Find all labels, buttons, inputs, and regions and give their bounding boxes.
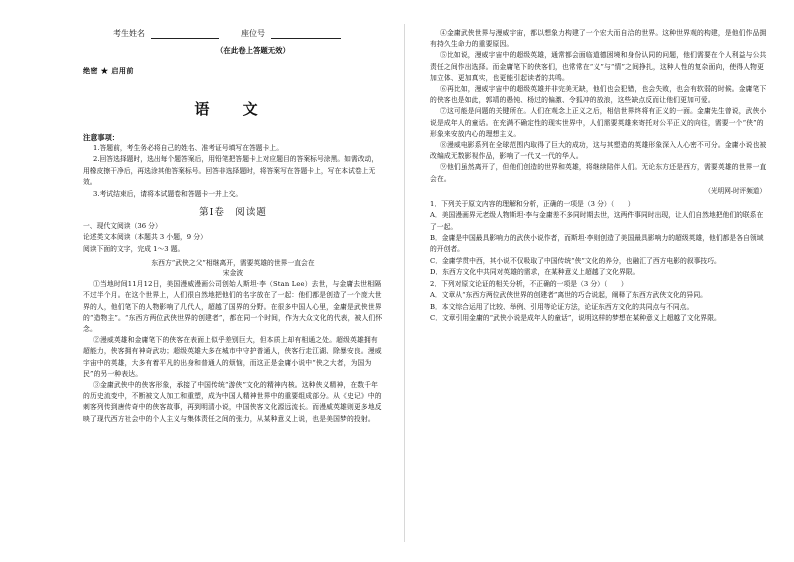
article-paragraph: ①当地时间11月12日，美国漫威漫画公司创始人斯坦·李（Stan Lee）去世，与金庸去世相隔不过半个月。在这个世界上，人们很自然地把他们的名字放在了一起：他们都是创造了一个庞大世界的人，他们笔下的人物影响了几代人，超越了国界的分野。在很多中国人心里，金庸是武侠世界的“造物主”。“东西方两位武侠世界的创建者”，都在同一个时间，作为大众文化的代表，被人们怀念。 (83, 280, 383, 334)
name-label: 考生姓名 (113, 29, 145, 38)
secret-label: 绝密 ★ 启用前 (83, 66, 134, 75)
question-option: D．东西方文化中共同对英雄的需求，在某种意义上超越了文化界限。 (430, 268, 640, 277)
notice-item: 1.答题前，考生务必将自己的姓名、准考证号填写在答题卡上。 (93, 144, 283, 152)
notice-title: 注意事项： (83, 133, 119, 142)
invalid-note: （在此卷上答题无效） (216, 46, 290, 55)
left-column (83, 28, 383, 425)
question-option: B．本文综合运用了比较、举例、引用等论证方法，论证东西方文化的共同点与不同点。 (430, 302, 694, 311)
column-divider (404, 24, 405, 542)
instruction: 阅读下面的文字，完成 1～3 题。 (83, 244, 185, 253)
article-paragraph: ⑤比如说，漫威宇宙中的超级英雄，通常都会面临道德困境和身份认同的问题，他们需要在个人利益与公共责任之间作出选择。而金庸笔下的侠客们，也常常在“义”与“情”之间挣扎，这种人性的复杂面向，使得人物更加立体、更加真实，也更能引起读者的共鸣。 (430, 51, 767, 82)
right-column (430, 28, 770, 324)
subject-title: 语 文 (194, 100, 272, 118)
article-paragraph: ⑥再比如，漫威宇宙中的超级英雄并非完美无缺，他们也会犯错，也会失败，也会有软弱的时候。金庸笔下的侠客也是如此，郭靖的愚钝、杨过的偏激、令狐冲的放浪，这些缺点反而让他们更加可爱。 (430, 85, 767, 105)
part-heading: 一、现代文阅读（36 分） (83, 222, 162, 231)
article-paragraph: ⑧漫威电影系列在全球范围内取得了巨大的成功，这与其塑造的英雄形象深入人心密不可分。金庸小说也被改编成无数影视作品，影响了一代又一代的华人。 (430, 141, 767, 161)
candidate-info-line (113, 28, 383, 39)
article-paragraph: ②漫威英雄和金庸笔下的侠客在表面上似乎差别巨大，但本质上却有相通之处。超级英雄拥有超能力，侠客拥有神奇武功；超级英雄大多在城市中守护普通人，侠客行走江湖、除暴安良。漫威宇宙中的英雄，大多有着平凡的出身和普通人的烦恼，而这正是金庸小说中“侠之大者，为国为民”的另一种表达。 (83, 336, 382, 378)
article-paragraph: ⑦这可能是问题的关键所在。人们在观念上正义之后，相信世界终将有正义的一面。金庸先生曾说，武侠小说是成年人的童话。在充满不确定性的现实世界中，人们需要英雄来寄托对公平正义的向往，需要一个“侠”的形象来安放内心的理想主义。 (430, 107, 767, 138)
name-blank (151, 29, 219, 39)
article-paragraph: ④金庸武侠世界与漫威宇宙，都以想象力构建了一个宏大而自洽的世界。这种世界观的构建，是他们作品拥有持久生命力的重要原因。 (430, 29, 767, 49)
part-subheading: 论述类文本阅读（本题共 3 小题，9 分） (83, 233, 207, 242)
question-option: A．文章从“东西方两位武侠世界的创建者”离世的巧合说起，阐释了东西方武侠文化的异同。 (430, 291, 707, 300)
article-author: 宋金波 (222, 269, 244, 278)
question-stem: 2．下列对原文论证的相关分析，不正确的一项是（3 分）（ ） (430, 279, 628, 288)
section-title: 第Ⅰ卷 阅读题 (199, 207, 267, 219)
article-title: 东西方“武侠之父”相继离开，需要英雄的世界一直会在 (151, 259, 315, 268)
seat-label: 座位号 (241, 29, 265, 38)
question-stem: 1．下列关于原文内容的理解和分析，正确的一项是（3 分）（ ） (430, 199, 635, 208)
question-option: C．文章引用金庸的“武侠小说是成年人的童话”，说明这样的梦想在某种意义上超越了文化界限。 (430, 313, 721, 322)
seat-blank (271, 29, 341, 39)
question-option: C．金庸学贯中西，其小说不仅吸取了中国传统“侠”文化的养分，也融汇了西方电影的叙事技巧。 (430, 256, 721, 265)
notice-item: 2.回答选择题时，选出每个题答案后，用铅笔把答题卡上对应题目的答案标号涂黑。如需改动，用橡皮擦干净后，再选涂其他答案标号。回答非选择题时，将答案写在答题卡上，写在本试卷上无效。 (83, 155, 379, 187)
question-option: B．金庸是中国最具影响力的武侠小说作者，而斯坦·李则创造了美国最具影响力的超级英雄，他们都是各自领域的开创者。 (430, 234, 764, 254)
article-source: （光明网-时评频道） (704, 186, 766, 195)
notice-item: 3.考试结束后，请将本试题卷和答题卡一并上交。 (93, 189, 243, 198)
question-option: A．美国漫画界元老级人物斯坦·李与金庸差不多同时期去世，这两件事同时出现，让人们自然地把他们的联系在了一起。 (430, 211, 764, 231)
article-paragraph: ⑨他们虽然离开了，但他们创造的世界和英雄，将继续陪伴人们。无论东方还是西方，需要英雄的世界一直会在。 (430, 163, 767, 183)
article-paragraph: ③金庸武侠中的侠客形象，承接了中国传统“游侠”文化的精神内核。这种侠义精神，在数千年的历史流变中，不断被文人加工和重塑，成为中国人精神世界中的重要组成部分。从《史记》中的刺客列传到唐传奇中的侠客故事，再到明清小说，中国侠客文化源远流长。而漫威英雄则更多地反映了现代西方社会中的个人主义与集体责任之间的张力，从某种意义上说，也是美国梦的投射。 (83, 381, 382, 423)
